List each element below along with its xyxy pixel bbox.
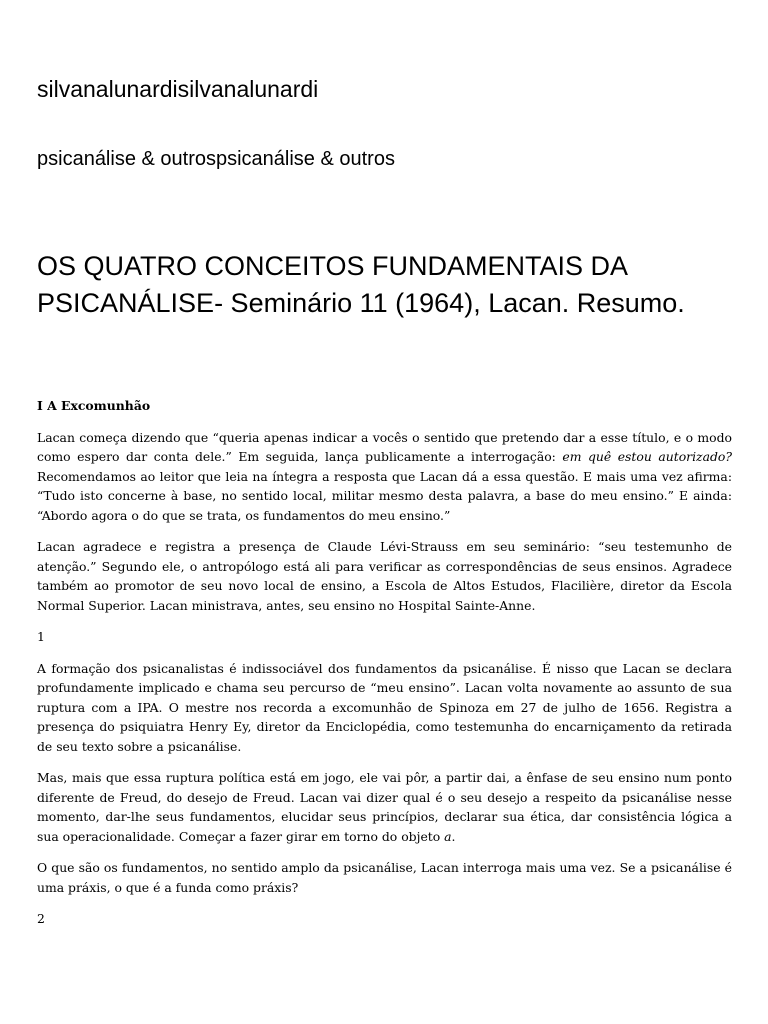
section-heading: I A Excomunhão	[37, 398, 151, 413]
site-title[interactable]: silvanalunardisilvanalunardi	[37, 76, 319, 102]
post-title: OS QUATRO CONCEITOS FUNDAMENTAIS DA PSICANÁLISE- Seminário 11 (1964), Lacan. Resumo.	[37, 251, 685, 318]
paragraph-1-text-a: Lacan começa dizendo que “queria apenas indicar a vocês o sentido que pretendo dar a esse título, e o modo como espero dar conta dele.” Em seguida, lança publicamente a interrogação:	[37, 429, 732, 464]
paragraph-5: O que são os fundamentos, no sentido amplo da psicanálise, Lacan interroga mais uma vez. Se a psicanálise é uma práxis, o que é a funda como práxis?	[37, 860, 732, 895]
paragraph-4-emphasis: a	[444, 828, 452, 844]
footnote-marker-2: 2	[37, 911, 45, 926]
paragraph-1-emphasis: em quê estou autorizado?	[562, 449, 732, 464]
paragraph-4	[37, 768, 732, 846]
paragraph-2: Lacan agradece e registra a presença de Claude Lévi-Strauss em seu seminário: “seu testemunho de atenção.” Segundo ele, o antropólogo está ali para verificar as correspondências de seus ensinos. Agradece também ao promotor de seu novo local de ensino, a Escola de Altos Estudos, Flacilière, diretor da Escola Normal Superior. Lacan ministrava, antes, seu ensino no Hospital Sainte-Anne.	[37, 539, 732, 613]
paragraph-3: A formação dos psicanalistas é indissociável dos fundamentos da psicanálise. É nisso que Lacan se declara profundamente implicado e chama seu percurso de “meu ensino”. Lacan volta novamente ao assunto de sua ruptura com a IPA. O mestre nos recorda a excomunhão de Spinoza em 27 de julho de 1656. Registra a presença do psiquiatra Henry Ey, diretor da Enciclopédia, como testemunha do encarniçamento da retirada de seu texto sobre a psicanálise.	[37, 660, 732, 754]
site-tagline: psicanálise & outrospsicanálise & outros	[37, 148, 395, 170]
post-content	[37, 396, 732, 941]
paragraph-4-text-a: Mas, mais que essa ruptura política está em jogo, ele vai pôr, a partir dai, a ênfase de seu ensino num ponto diferente de Freud, do desejo de Freud. Lacan vai dizer qual é o seu desejo a respeito da psicanálise nesse momento, dar-lhe seus fundamentos, elucidar seus princípios, declarar sua ética, dar consistência lógica a sua operacionalidade. Começar a fazer girar em torno do objeto	[37, 770, 732, 844]
footnote-marker-1: 1	[37, 629, 45, 644]
paragraph-1-text-b: Recomendamos ao leitor que leia na íntegra a resposta que Lacan dá a essa questão. E mais uma vez afirma: “Tudo isto concerne à base, no sentido local, militar mesmo desta palavra, a base do meu ensino.” E ainda: “Abordo agora o do que se trata, os fundamentos do meu ensino.”	[37, 468, 732, 523]
paragraph-1	[37, 428, 732, 526]
paragraph-4-text-b: .	[451, 828, 456, 844]
